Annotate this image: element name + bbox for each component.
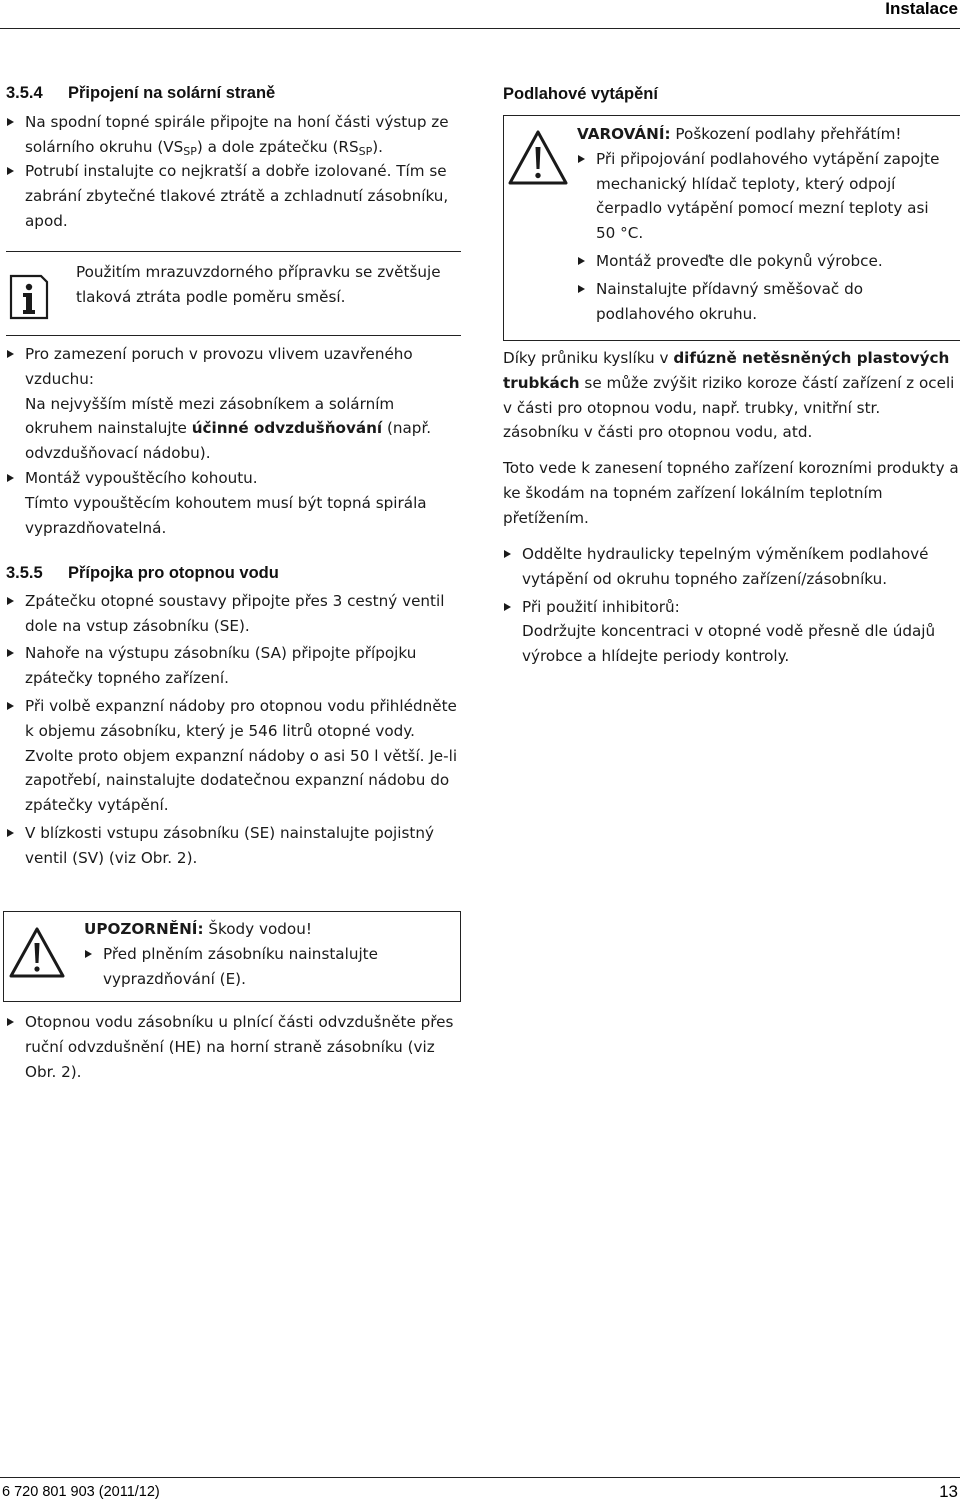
paragraph: Toto vede k zanesení topného zařízení korozními produkty a ke škodám na topném zařízení lokálním teplotním přetížením.	[503, 459, 959, 527]
list-item: Oddělte hydraulicky tepelným výměníkem podlahové vytápění od okruhu topného zařízení/zásobníku.	[503, 542, 959, 592]
header-title: Instalace	[885, 0, 958, 18]
document-number: 6 720 801 903 (2011/12)	[2, 1484, 160, 1500]
caution-title: Škody vodou!	[208, 920, 312, 938]
list-item: V blízkosti vstupu zásobníku (SE) nainstalujte pojistný ventil (SV) (viz Obr. 2).	[6, 821, 461, 871]
air-venting	[6, 342, 461, 540]
caution-text	[84, 917, 444, 991]
info-note	[6, 251, 461, 336]
list-item: Nainstalujte přídavný směšovač do podlahového okruhu.	[577, 277, 952, 327]
warning-icon	[507, 129, 569, 187]
section-heading	[6, 81, 461, 106]
list-item: Při volbě expanzní nádoby pro otopnou vodu přihlédněte k objemu zásobníku, který je 546 litrů otopné vody. Zvolte proto objem expanzní nádoby o asi 50 l větší. Je-li zapotřebí, nainstalujte dodatečnou expanzní nádobu do zpátečky vytápění.	[6, 694, 461, 818]
list-item: Při použití inhibitorů: Dodržujte koncentraci v otopné vodě přesně dle údajů výrobce a hlídejte periody kontroly.	[503, 595, 959, 669]
warning-icon	[8, 926, 66, 980]
caution-box	[3, 911, 461, 1002]
warning-box	[503, 115, 960, 341]
bullet-list	[6, 110, 461, 234]
list-item: Zpátečku otopné soustavy připojte přes 3 cestný ventil dole na vstup zásobníku (SE).	[6, 589, 461, 639]
list-item: Před plněním zásobníku nainstalujte vyprazdňování (E).	[84, 942, 444, 992]
bullet-list	[84, 942, 444, 992]
list-item: Potrubí instalujte co nejkratší a dobře izolované. Tím se zabrání zbytečné tlakové ztrátě a zchladnutí zásobníku, apod.	[6, 159, 461, 233]
section-heading: Podlahové vytápění	[503, 85, 658, 103]
list-item: Otopnou vodu zásobníku u plnící části odvzdušněte přes ruční odvzdušnění (HE) na horní straně zásobníku (viz Obr. 2).	[6, 1010, 461, 1084]
caution-label: UPOZORNĚNÍ:	[84, 920, 204, 938]
section-heading	[6, 561, 461, 586]
section-3-5-5	[6, 561, 461, 871]
floor-heating-measures	[503, 542, 959, 669]
list-item: Montáž proveďte dle pokynů výrobce.	[577, 249, 952, 274]
corrosion-paragraph: Díky průniku kyslíku v difúzně netěsněných plastových trubkách se může zvýšit riziko koroze částí zařízení z oceli v části pro otopnou vodu, např. trubky, vnitřní str. zásobníku v části pro otopnou vodu, atd.	[503, 349, 955, 442]
bullet-list	[6, 1010, 461, 1084]
section-number: 3.5.4	[6, 84, 43, 102]
header-rule	[0, 28, 960, 29]
warning-text	[577, 122, 952, 326]
bullet-list	[6, 342, 461, 540]
list-item: Na spodní topné spirále připojte na honí části výstup ze solárního okruhu $(VS_{SP})$ a dole zpátečku $(RS_{SP})$.	[6, 110, 461, 160]
warning-label: VAROVÁNÍ:	[577, 125, 671, 143]
list-item: Pro zamezení poruch v provozu vlivem uzavřeného vzduchu: Na nejvyšším místě mezi zásobníkem a solárním okruhem nainstalujte účinné odvzdušňování (např. odvzdušňovací nádobu).	[6, 342, 461, 466]
section-number: 3.5.5	[6, 564, 43, 582]
page-number: 13	[939, 1482, 958, 1501]
bullet-list	[6, 589, 461, 871]
list-item: Montáž vypouštěcího kohoutu. Tímto vypouštěcím kohoutem musí být topná spirála vyprazdňovatelná.	[6, 466, 461, 540]
footer-rule	[0, 1477, 960, 1478]
list-item: Nahoře na výstupu zásobníku (SA) připojte přípojku zpátečky topného zařízení.	[6, 641, 461, 691]
list-item: Při připojování podlahového vytápění zapojte mechanický hlídač teploty, který odpojí čerpadlo vytápění pomocí mezní teploty asi 50 °C.	[577, 147, 952, 246]
final-instruction	[6, 1010, 461, 1084]
warning-title: Poškození podlahy přehřátím!	[675, 125, 902, 143]
section-3-5-4	[6, 81, 461, 234]
bullet-list	[503, 542, 959, 669]
section-title: Připojení na solární straně	[68, 84, 276, 102]
section-title: Přípojka pro otopnou vodu	[68, 564, 279, 582]
bullet-list	[577, 147, 952, 327]
info-icon	[9, 274, 49, 320]
info-note-text: Použitím mrazuvzdorného přípravku se zvětšuje tlaková ztráta podle poměru směsí.	[76, 263, 441, 306]
